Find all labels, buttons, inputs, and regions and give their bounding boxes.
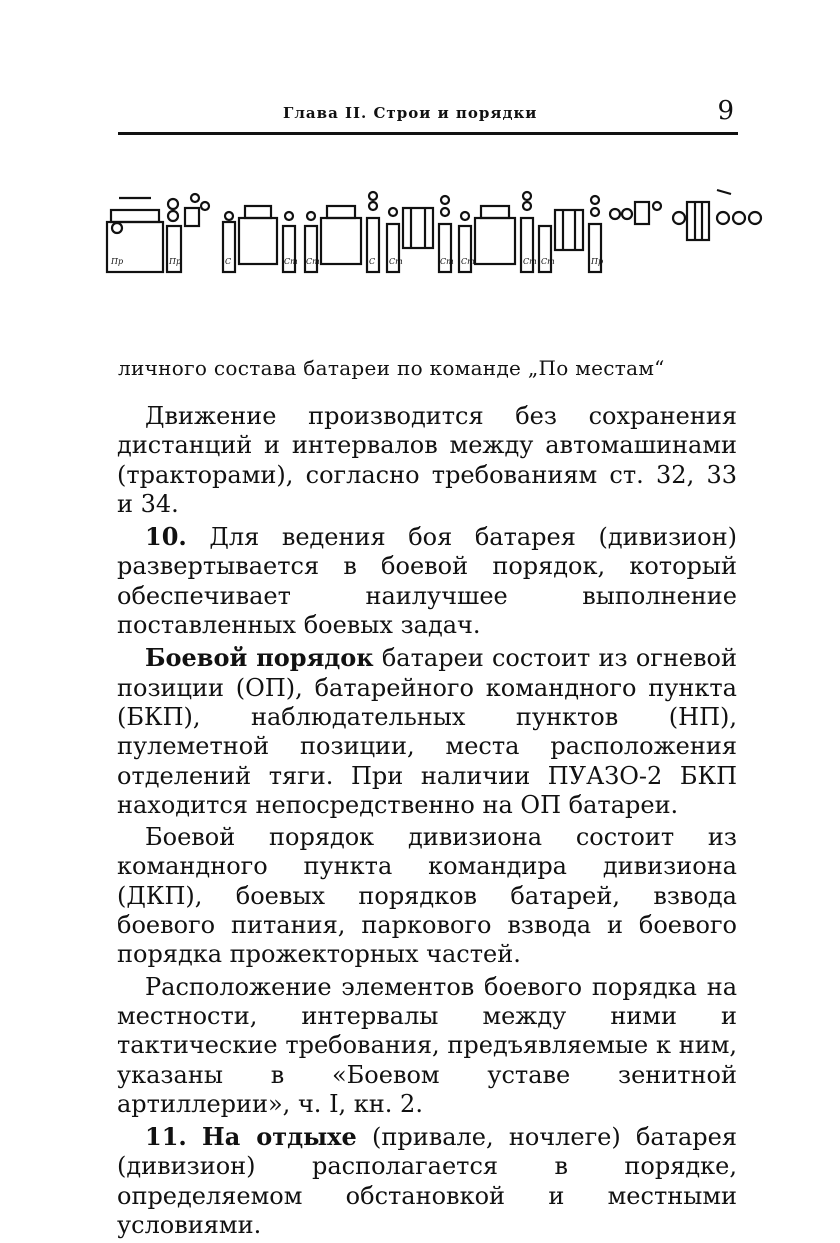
- formation-diagram: [105, 188, 765, 288]
- vehicle-label: Ст: [306, 257, 320, 266]
- page-header: [118, 96, 740, 130]
- item-number: 11.: [145, 1122, 187, 1152]
- term: На отдыхе: [202, 1122, 357, 1152]
- term: Боевой порядок: [145, 643, 374, 673]
- paragraph: 10. Для ведения боя батарея (дивизион) развертывается в боевой порядок, который обеспечивает наилучшее выполнение поставленных боевых задач.: [117, 522, 737, 640]
- vehicle-label: Ст: [389, 257, 403, 266]
- body-text: [117, 402, 737, 1243]
- running-head: Глава II. Строи и порядки: [283, 104, 538, 122]
- paragraph: Боевой порядок батареи состоит из огневой позиции (ОП), батарейного командного пункта (БКП), наблюдательных пунктов (НП), пулеметной позиции, места расположения отделений тяги. При наличии ПУАЗО-2 БКП находится непосредственно на ОП батареи.: [117, 643, 738, 819]
- vehicle-label: Пр: [591, 257, 604, 266]
- vehicle-label: Ст: [523, 257, 537, 266]
- figure-caption: личного состава батареи по команде „По местам“: [118, 356, 665, 380]
- vehicle-label: Ст: [461, 257, 475, 266]
- vehicle-label: Ст: [440, 257, 454, 266]
- item-number: 10.: [145, 522, 187, 552]
- page-number: 9: [717, 96, 734, 126]
- vehicle-label: Ст: [541, 257, 555, 266]
- vehicle-label: С: [369, 257, 376, 266]
- vehicle-label: Пр: [111, 257, 124, 266]
- header-rule: [118, 132, 738, 135]
- paragraph: Движение производится без сохранения дистанций и интервалов между автомашинами (тракторами), согласно требованиям ст. 32, 33 и 34.: [117, 402, 737, 518]
- vehicle-label: С: [225, 257, 232, 266]
- vehicle-label: Пр: [169, 257, 182, 266]
- vehicle-label: Ст: [284, 257, 298, 266]
- paragraph: Боевой порядок дивизиона состоит из командного пункта командира дивизиона (ДКП), боевых порядков батарей, взвода боевого питания, паркового взвода и боевого порядка прожекторных частей.: [117, 823, 737, 969]
- paragraph: 11. На отдыхе (привале, ночлеге) батарея (дивизион) располагается в порядке, определяемом обстановкой и местными условиями.: [117, 1122, 738, 1240]
- paragraph: Расположение элементов боевого порядка на местности, интервалы между ними и тактические требования, предъявляемые к ним, указаны в «Боевом уставе зенитной артиллерии», ч. I, кн. 2.: [117, 972, 737, 1118]
